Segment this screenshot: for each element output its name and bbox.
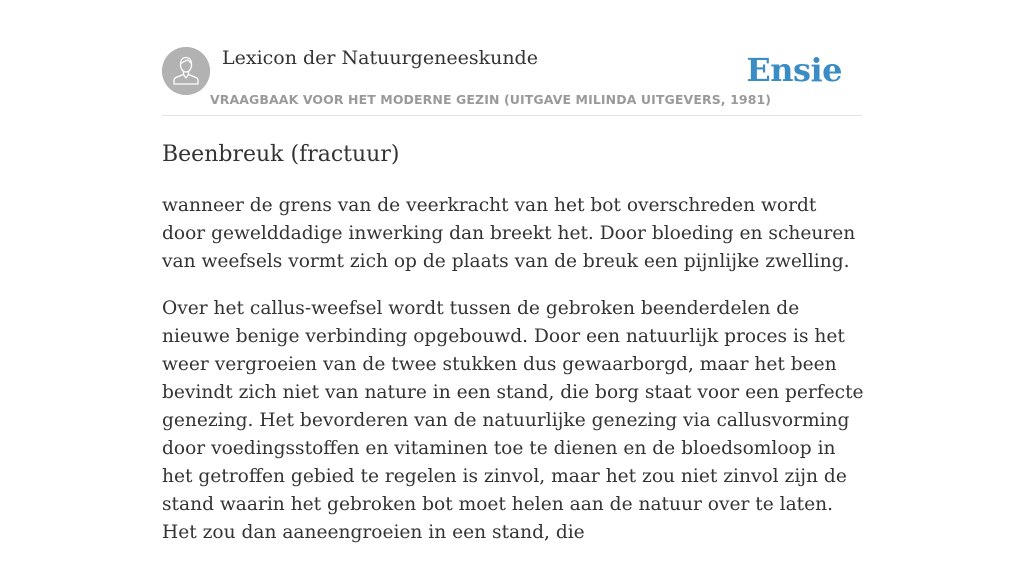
article-paragraph: Over het callus-weefsel wordt tussen de gebroken beenderdelen de nieuwe benige verbinding opgebouwd. Door een natuurlijk proces is het weer vergroeien van de twee stukken dus gewaarborgd, maar het been bevindt zich niet van nature in een stand, die borg staat voor een perfecte genezing. Het bevorderen van de natuurlijke genezing via callusvorming door voedingsstoffen en vitaminen toe te dienen en de bloedsomloop in het getroffen gebied te regelen is zinvol, maar het zou niet zinvol zijn de stand waarin het gebroken bot moet helen aan de natuur over te laten. Het zou dan aaneengroeien in een stand, die: [162, 298, 864, 543]
article-title: Beenbreuk (fractuur): [162, 142, 400, 167]
article-body: [162, 192, 864, 566]
site-title[interactable]: Lexicon der Natuurgeneeskunde: [222, 47, 538, 69]
header: [162, 46, 862, 116]
source-subtitle[interactable]: VRAAGBAAK VOOR HET MODERNE GEZIN (UITGAVE MILINDA UITGEVERS, 1981): [210, 92, 772, 107]
ensie-logo[interactable]: Ensie: [746, 51, 842, 89]
user-icon[interactable]: [162, 47, 210, 95]
header-divider: [162, 115, 862, 116]
article-paragraph: wanneer de grens van de veerkracht van het bot overschreden wordt door gewelddadige inwerking dan breekt het. Door bloeding en scheuren van weefsels vormt zich op de plaats van de breuk een pijnlijke zwelling.: [162, 195, 856, 272]
